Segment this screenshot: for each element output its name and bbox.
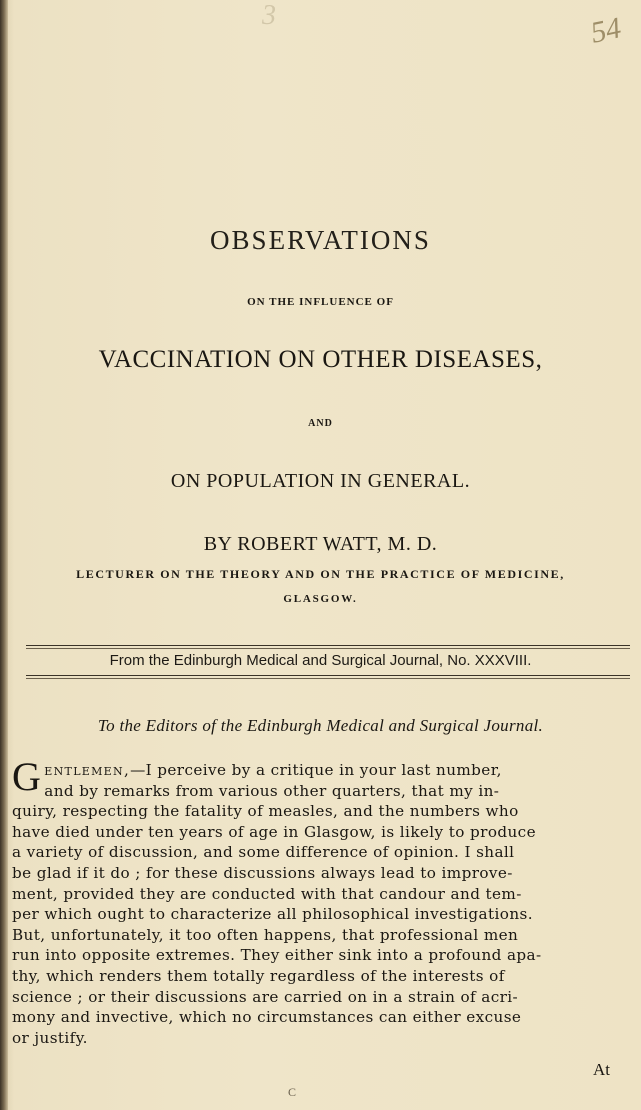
letter-line: ment, provided they are conducted with that candour and tem- bbox=[12, 884, 522, 903]
letter-line-1 bbox=[12, 760, 632, 781]
main-title: OBSERVATIONS bbox=[210, 225, 431, 255]
drop-cap: G bbox=[12, 754, 42, 799]
opening-word: entlemen, bbox=[44, 761, 131, 779]
letter-line: quiry, respecting the fatality of measles, and the numbers who bbox=[12, 802, 519, 821]
subtitle-population: ON POPULATION IN GENERAL. bbox=[170, 470, 471, 492]
faint-page-digit: 3 bbox=[262, 0, 276, 31]
rule-bottom-thin bbox=[26, 678, 630, 679]
letter-line: per which ought to characterize all philosophical investigations. bbox=[12, 905, 533, 924]
subtitle-influence: ON THE INFLUENCE OF bbox=[247, 296, 394, 308]
author-position: LECTURER ON THE THEORY AND ON THE PRACTICE OF MEDICINE, bbox=[76, 567, 565, 581]
letter-line: thy, which renders them totally regardless of the interests of bbox=[12, 966, 505, 985]
letter-line: But, unfortunately, it too often happens, that professional men bbox=[12, 925, 519, 944]
letter-line: have died under ten years of age in Glasgow, is likely to produce bbox=[12, 822, 536, 841]
letter-line: mony and invective, which no circumstances can either excuse bbox=[12, 1008, 522, 1027]
letter-body bbox=[12, 754, 632, 1048]
handwritten-corner-note: 54 bbox=[587, 11, 624, 50]
signature-mark: C bbox=[288, 1085, 297, 1099]
letter-line-text: —I perceive by a critique in your last number, bbox=[130, 761, 502, 779]
letter-line: be glad if it do ; for these discussions always lead to improve- bbox=[12, 863, 513, 882]
salutation: To the Editors of the Edinburgh Medical and Surgical Journal. bbox=[97, 716, 544, 735]
source-note: From the Edinburgh Medical and Surgical Journal, No. XXXVIII. bbox=[109, 652, 532, 669]
rule-top-thin bbox=[26, 648, 630, 649]
letter-line: or justify. bbox=[12, 1028, 88, 1047]
letter-line: science ; or their discussions are carried on in a strain of acri- bbox=[12, 987, 519, 1006]
author-byline: BY ROBERT WATT, M. D. bbox=[203, 533, 438, 555]
letter-line: a variety of discussion, and some difference of opinion. I shall bbox=[12, 843, 515, 862]
catchword: At bbox=[593, 1060, 610, 1079]
author-place: GLASGOW. bbox=[283, 593, 358, 605]
letter-line: and by remarks from various other quarters, that my in- bbox=[44, 781, 500, 800]
rule-bottom bbox=[26, 675, 630, 676]
subtitle-and: AND bbox=[308, 418, 333, 429]
subtitle-vaccination: VACCINATION ON OTHER DISEASES, bbox=[98, 346, 543, 373]
letter-line: run into opposite extremes. They either sink into a profound apa- bbox=[12, 946, 542, 965]
rule-top bbox=[26, 645, 630, 646]
